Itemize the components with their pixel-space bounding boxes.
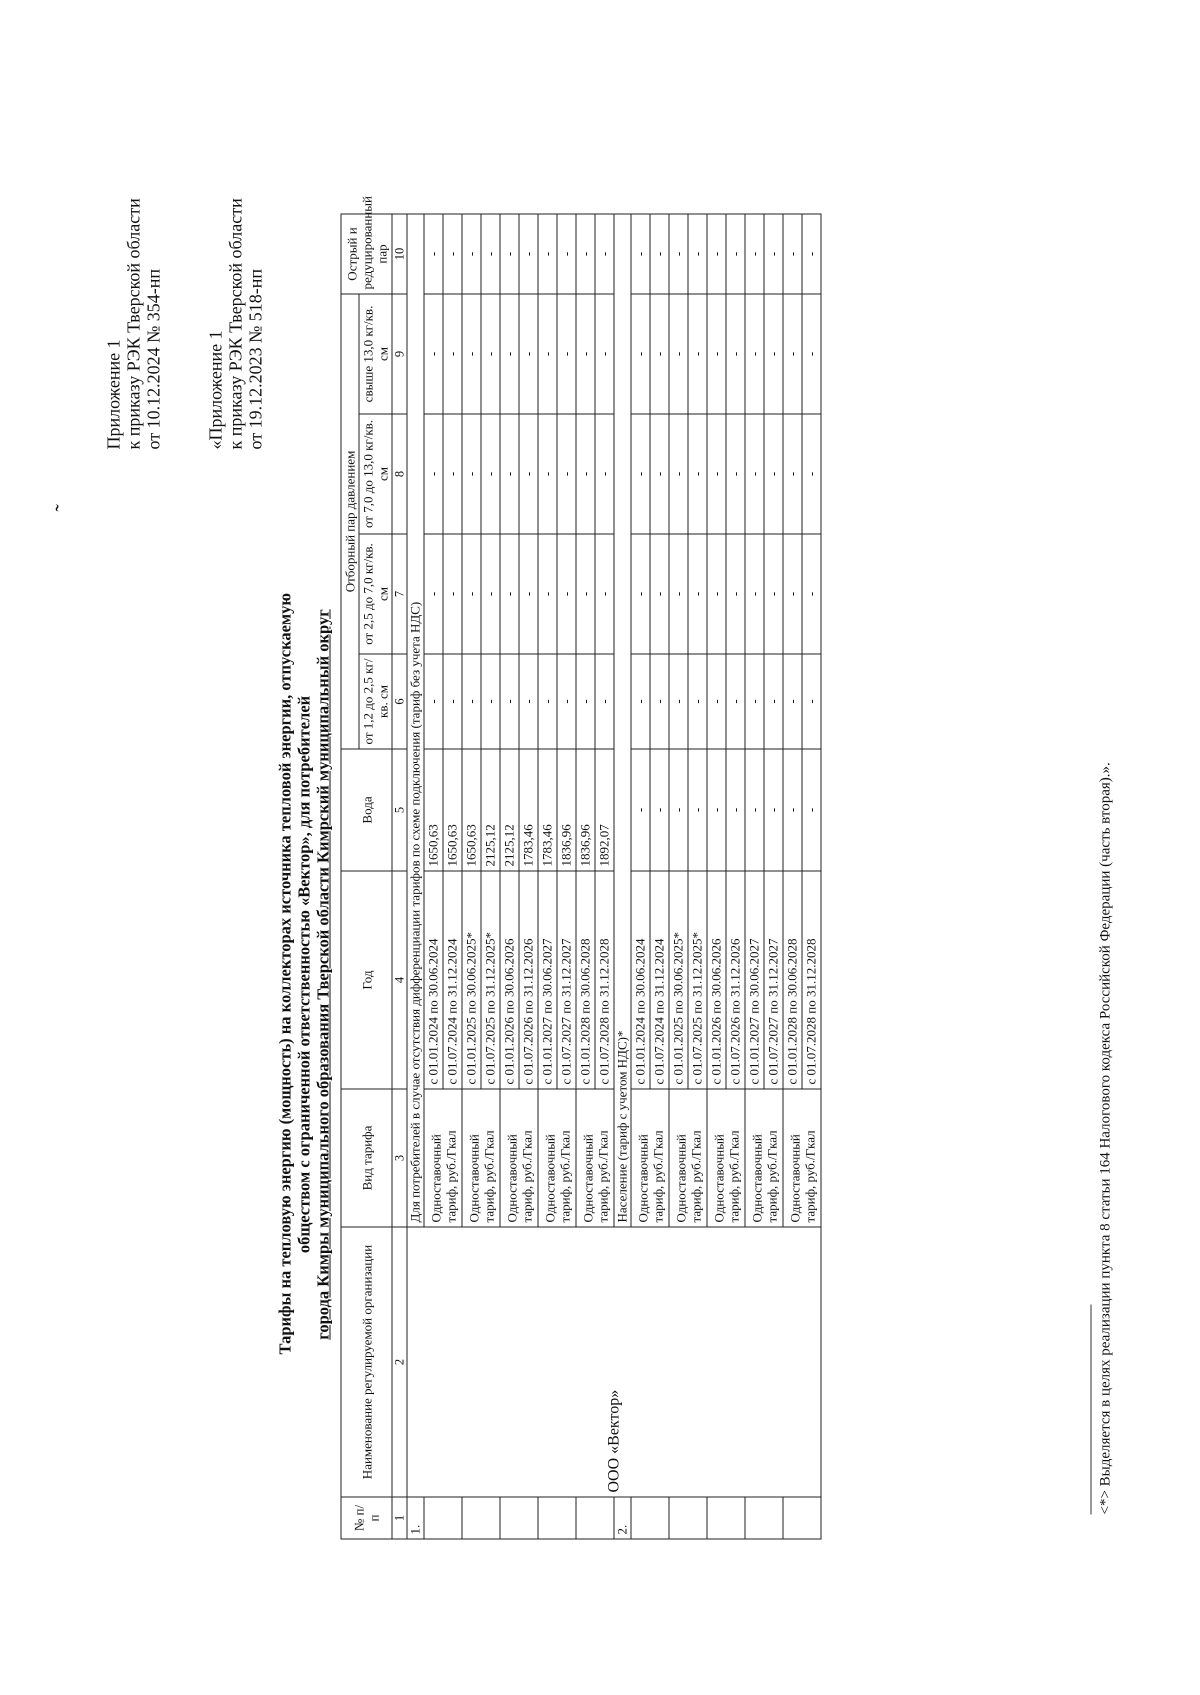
steam-tariff-cell: - [745, 534, 764, 654]
steam-tariff-cell: - [557, 414, 576, 534]
header-org: Наименование регулируемой организации [341, 1227, 392, 1497]
period-cell: с 01.07.2025 по 31.12.2025* [481, 871, 500, 1089]
water-tariff-cell: - [726, 749, 745, 871]
tariff-type-cell [669, 1089, 707, 1227]
column-number-row [392, 214, 407, 1539]
steam-tariff-cell: - [707, 534, 726, 654]
header-vid: Вид тарифа [341, 1089, 392, 1227]
period-cell: с 01.07.2028 по 31.12.2028 [802, 871, 821, 1089]
period-cell: с 01.01.2024 по 30.06.2024 [631, 871, 650, 1089]
steam-tariff-cell: - [783, 654, 802, 749]
period-cell: с 01.01.2025 по 30.06.2025* [669, 871, 688, 1089]
steam-tariff-cell: - [764, 534, 783, 654]
tariff-type-line: Одноставочный [580, 1134, 595, 1223]
tariff-type-line: Одноставочный [673, 1134, 688, 1223]
tariff-type-line: тариф, руб./Гкал [481, 1130, 496, 1223]
steam-tariff-cell: - [557, 534, 576, 654]
water-tariff-cell: - [764, 749, 783, 871]
num-cell [500, 1497, 538, 1539]
steam-tariff-cell: - [669, 654, 688, 749]
header-year: Год [341, 871, 392, 1089]
steam-tariff-cell: - [576, 414, 595, 534]
steam-tariff-cell: - [481, 534, 500, 654]
period-cell: с 01.01.2026 по 30.06.2026 [707, 871, 726, 1089]
water-tariff-cell: 1892,07 [595, 749, 614, 871]
steam-tariff-cell: - [783, 534, 802, 654]
appendix-line: от 10.12.2024 № 354-нп [143, 268, 164, 450]
appendix-line: от 19.12.2023 № 518-нп [245, 268, 266, 450]
appendix-header-old [206, 198, 266, 449]
num-cell [707, 1497, 745, 1539]
water-tariff-cell: - [650, 749, 669, 871]
steam-tariff-cell: - [631, 654, 650, 749]
footnote: <*> Выделяется в целях реализации пункта 8 статьи 164 Налогового кодекса Российской Федерации (часть вторая).». [1097, 762, 1114, 1515]
period-cell: с 01.07.2024 по 31.12.2024 [443, 871, 462, 1089]
steam-tariff-cell: - [443, 534, 462, 654]
period-cell: с 01.07.2025 по 31.12.2025* [688, 871, 707, 1089]
num-cell [669, 1497, 707, 1539]
period-cell: с 01.01.2024 по 30.06.2024 [424, 871, 443, 1089]
water-tariff-cell: - [745, 749, 764, 871]
steam-tariff-cell: - [424, 414, 443, 534]
steam-tariff-cell: - [669, 214, 688, 294]
num-cell [631, 1497, 669, 1539]
tariff-type-cell [538, 1089, 576, 1227]
num-cell [745, 1497, 783, 1539]
tariff-type-cell [631, 1089, 669, 1227]
water-tariff-cell: 1650,63 [443, 749, 462, 871]
col-number: 9 [392, 294, 407, 414]
steam-tariff-cell: - [595, 534, 614, 654]
tariff-table [341, 196, 822, 1539]
header-steam-1: от 1,2 до 2,5 кг/кв. см [359, 654, 392, 749]
steam-tariff-cell: - [519, 294, 538, 414]
steam-tariff-cell: - [650, 294, 669, 414]
steam-tariff-cell: - [707, 414, 726, 534]
steam-tariff-cell: - [424, 654, 443, 749]
section-number: 2. [614, 1497, 631, 1539]
tariff-type-line: тариф, руб./Гкал [802, 1130, 817, 1223]
steam-tariff-cell: - [576, 214, 595, 294]
steam-tariff-cell: - [688, 214, 707, 294]
steam-tariff-cell: - [443, 214, 462, 294]
col-number: 3 [392, 1089, 407, 1227]
header-sharp-steam: Острый и редуцированный пар [341, 214, 392, 294]
steam-tariff-cell: - [538, 534, 557, 654]
header-steam-4: свыше 13,0 кг/кв. см [359, 294, 392, 414]
tariff-type-line: тариф, руб./Гкал [764, 1130, 779, 1223]
steam-tariff-cell: - [595, 214, 614, 294]
steam-tariff-cell: - [500, 214, 519, 294]
steam-tariff-cell: - [726, 534, 745, 654]
tariff-type-line: Одноставочный [466, 1134, 481, 1223]
header-steam-2: от 2,5 до 7,0 кг/кв. см [359, 534, 392, 654]
num-cell [538, 1497, 576, 1539]
steam-tariff-cell: - [462, 414, 481, 534]
tariff-type-cell [707, 1089, 745, 1227]
title-line-1: Тарифы на тепловую энергию (мощность) на коллекторах источника тепловой энергии, отпускаемую [275, 592, 295, 1355]
steam-tariff-cell: - [538, 214, 557, 294]
steam-tariff-cell: - [707, 654, 726, 749]
steam-tariff-cell: - [707, 214, 726, 294]
steam-tariff-cell: - [443, 654, 462, 749]
water-tariff-cell: - [688, 749, 707, 871]
period-cell: с 01.07.2024 по 31.12.2024 [650, 871, 669, 1089]
steam-tariff-cell: - [631, 214, 650, 294]
steam-tariff-cell: - [650, 654, 669, 749]
period-cell: с 01.01.2028 по 30.06.2028 [576, 871, 595, 1089]
steam-tariff-cell: - [745, 214, 764, 294]
tariff-type-line: тариф, руб./Гкал [595, 1130, 610, 1223]
steam-tariff-cell: - [650, 214, 669, 294]
document-title [275, 592, 333, 1355]
steam-tariff-cell: - [802, 294, 821, 414]
appendix-line: к приказу РЭК Тверской области [225, 198, 246, 450]
table-body [407, 214, 821, 1539]
steam-tariff-cell: - [481, 294, 500, 414]
tariff-type-line: тариф, руб./Гкал [650, 1130, 665, 1223]
footnote-divider [1091, 1305, 1092, 1515]
steam-tariff-cell: - [576, 534, 595, 654]
steam-tariff-cell: - [557, 654, 576, 749]
steam-tariff-cell: - [481, 214, 500, 294]
steam-tariff-cell: - [500, 534, 519, 654]
water-tariff-cell: - [802, 749, 821, 871]
steam-tariff-cell: - [688, 534, 707, 654]
steam-tariff-cell: - [576, 654, 595, 749]
water-tariff-cell: - [669, 749, 688, 871]
steam-tariff-cell: - [500, 414, 519, 534]
period-cell: с 01.07.2026 по 31.12.2026 [519, 871, 538, 1089]
steam-tariff-cell: - [462, 294, 481, 414]
title-line-3: города Кимры муниципального образования Тверской области Кимрский муниципальный округ [313, 609, 333, 1340]
steam-tariff-cell: - [669, 414, 688, 534]
steam-tariff-cell: - [764, 294, 783, 414]
tariff-type-cell [424, 1089, 462, 1227]
steam-tariff-cell: - [462, 214, 481, 294]
steam-tariff-cell: - [783, 294, 802, 414]
col-number: 8 [392, 414, 407, 534]
water-tariff-cell: 1783,46 [519, 749, 538, 871]
steam-tariff-cell: - [631, 534, 650, 654]
tariff-type-line: тариф, руб./Гкал [726, 1130, 741, 1223]
steam-tariff-cell: - [500, 294, 519, 414]
steam-tariff-cell: - [481, 414, 500, 534]
period-cell: с 01.07.2026 по 31.12.2026 [726, 871, 745, 1089]
steam-tariff-cell: - [745, 654, 764, 749]
water-tariff-cell: 1836,96 [576, 749, 595, 871]
col-number: 10 [392, 214, 407, 294]
steam-tariff-cell: - [688, 294, 707, 414]
steam-tariff-cell: - [443, 414, 462, 534]
num-cell [576, 1497, 614, 1539]
tariff-type-cell [783, 1089, 821, 1227]
num-cell [783, 1497, 821, 1539]
water-tariff-cell: 1836,96 [557, 749, 576, 871]
steam-tariff-cell: - [745, 414, 764, 534]
period-cell: с 01.01.2027 по 30.06.2027 [538, 871, 557, 1089]
page-mark: ˜ [50, 504, 76, 512]
steam-tariff-cell: - [519, 414, 538, 534]
steam-tariff-cell: - [595, 654, 614, 749]
steam-tariff-cell: - [688, 414, 707, 534]
water-tariff-cell: 1783,46 [538, 749, 557, 871]
steam-tariff-cell: - [424, 534, 443, 654]
section-number: 1. [407, 1497, 424, 1539]
steam-tariff-cell: - [764, 654, 783, 749]
header-num: № п/п [341, 1497, 392, 1539]
steam-tariff-cell: - [802, 654, 821, 749]
steam-tariff-cell: - [424, 294, 443, 414]
steam-tariff-cell: - [802, 414, 821, 534]
period-cell: с 01.01.2025 по 30.06.2025* [462, 871, 481, 1089]
steam-tariff-cell: - [557, 214, 576, 294]
steam-tariff-cell: - [688, 654, 707, 749]
title-line-2: обществом с ограниченной ответственностью «Вектор», для потребителей [294, 695, 314, 1254]
tariff-type-line: тариф, руб./Гкал [519, 1130, 534, 1223]
steam-tariff-cell: - [500, 654, 519, 749]
tariff-type-cell [576, 1089, 614, 1227]
steam-tariff-cell: - [538, 414, 557, 534]
water-tariff-cell: 1650,63 [462, 749, 481, 871]
steam-tariff-cell: - [462, 654, 481, 749]
steam-tariff-cell: - [764, 214, 783, 294]
steam-tariff-cell: - [783, 414, 802, 534]
water-tariff-cell: 1650,63 [424, 749, 443, 871]
steam-tariff-cell: - [802, 214, 821, 294]
steam-tariff-cell: - [669, 294, 688, 414]
steam-tariff-cell: - [443, 294, 462, 414]
tariff-type-line: Одноставочный [428, 1134, 443, 1223]
steam-tariff-cell: - [650, 414, 669, 534]
tariff-type-line: тариф, руб./Гкал [557, 1130, 572, 1223]
rotated-page [1, 0, 1200, 1695]
steam-tariff-cell: - [707, 294, 726, 414]
col-number: 5 [392, 749, 407, 871]
steam-tariff-cell: - [726, 294, 745, 414]
period-cell: с 01.01.2026 по 30.06.2026 [500, 871, 519, 1089]
appendix-line: «Приложение 1 [205, 330, 226, 450]
water-tariff-cell: 2125,12 [500, 749, 519, 871]
tariff-type-line: тариф, руб./Гкал [443, 1130, 458, 1223]
steam-tariff-cell: - [631, 294, 650, 414]
num-cell [462, 1497, 500, 1539]
steam-tariff-cell: - [557, 294, 576, 414]
steam-tariff-cell: - [802, 534, 821, 654]
steam-tariff-cell: - [595, 294, 614, 414]
tariff-type-cell [462, 1089, 500, 1227]
steam-tariff-cell: - [595, 414, 614, 534]
tariff-type-cell [500, 1089, 538, 1227]
period-cell: с 01.07.2028 по 31.12.2028 [595, 871, 614, 1089]
water-tariff-cell: - [707, 749, 726, 871]
header-water: Вода [341, 749, 392, 871]
col-number: 2 [392, 1227, 407, 1497]
water-tariff-cell: - [631, 749, 650, 871]
period-cell: с 01.01.2028 по 30.06.2028 [783, 871, 802, 1089]
steam-tariff-cell: - [519, 534, 538, 654]
steam-tariff-cell: - [424, 214, 443, 294]
steam-tariff-cell: - [650, 534, 669, 654]
steam-tariff-cell: - [481, 654, 500, 749]
col-number: 7 [392, 534, 407, 654]
tariff-type-line: Одноставочный [635, 1134, 650, 1223]
col-number: 6 [392, 654, 407, 749]
organization-name: ООО «Вектор» [407, 1227, 821, 1497]
steam-tariff-cell: - [726, 214, 745, 294]
appendix-header-new [104, 198, 164, 449]
water-tariff-cell: 2125,12 [481, 749, 500, 871]
steam-tariff-cell: - [576, 294, 595, 414]
steam-tariff-cell: - [519, 654, 538, 749]
period-cell: с 01.07.2027 по 31.12.2027 [764, 871, 783, 1089]
steam-tariff-cell: - [764, 414, 783, 534]
steam-tariff-cell: - [538, 654, 557, 749]
steam-tariff-cell: - [462, 534, 481, 654]
steam-tariff-cell: - [726, 654, 745, 749]
section-label: Для потребителей в случае отсутствия дифференциации тарифов по схеме подключения (тариф без учета НДС) [407, 214, 424, 1227]
period-cell: с 01.07.2027 по 31.12.2027 [557, 871, 576, 1089]
header-steam-3: от 7,0 до 13,0 кг/кв. см [359, 414, 392, 534]
col-number: 4 [392, 871, 407, 1089]
appendix-line: к приказу РЭК Тверской области [123, 198, 144, 450]
section-row [407, 214, 424, 1539]
tariff-type-line: Одноставочный [504, 1134, 519, 1223]
water-tariff-cell: - [783, 749, 802, 871]
steam-tariff-cell: - [726, 414, 745, 534]
tariff-type-line: Одноставочный [711, 1134, 726, 1223]
tariff-type-line: тариф, руб./Гкал [688, 1130, 703, 1223]
header-steam-group: Отборный пар давлением [341, 294, 359, 749]
num-cell [424, 1497, 462, 1539]
steam-tariff-cell: - [669, 534, 688, 654]
steam-tariff-cell: - [745, 294, 764, 414]
section-label: Население (тариф с учетом НДС)* [614, 214, 631, 1227]
steam-tariff-cell: - [538, 294, 557, 414]
col-number: 1 [392, 1497, 407, 1539]
steam-tariff-cell: - [519, 214, 538, 294]
appendix-line: Приложение 1 [103, 339, 124, 450]
tariff-type-line: Одноставочный [749, 1134, 764, 1223]
tariff-type-line: Одноставочный [542, 1134, 557, 1223]
steam-tariff-cell: - [631, 414, 650, 534]
tariff-type-cell [745, 1089, 783, 1227]
period-cell: с 01.01.2027 по 30.06.2027 [745, 871, 764, 1089]
tariff-type-line: Одноставочный [787, 1134, 802, 1223]
steam-tariff-cell: - [783, 214, 802, 294]
